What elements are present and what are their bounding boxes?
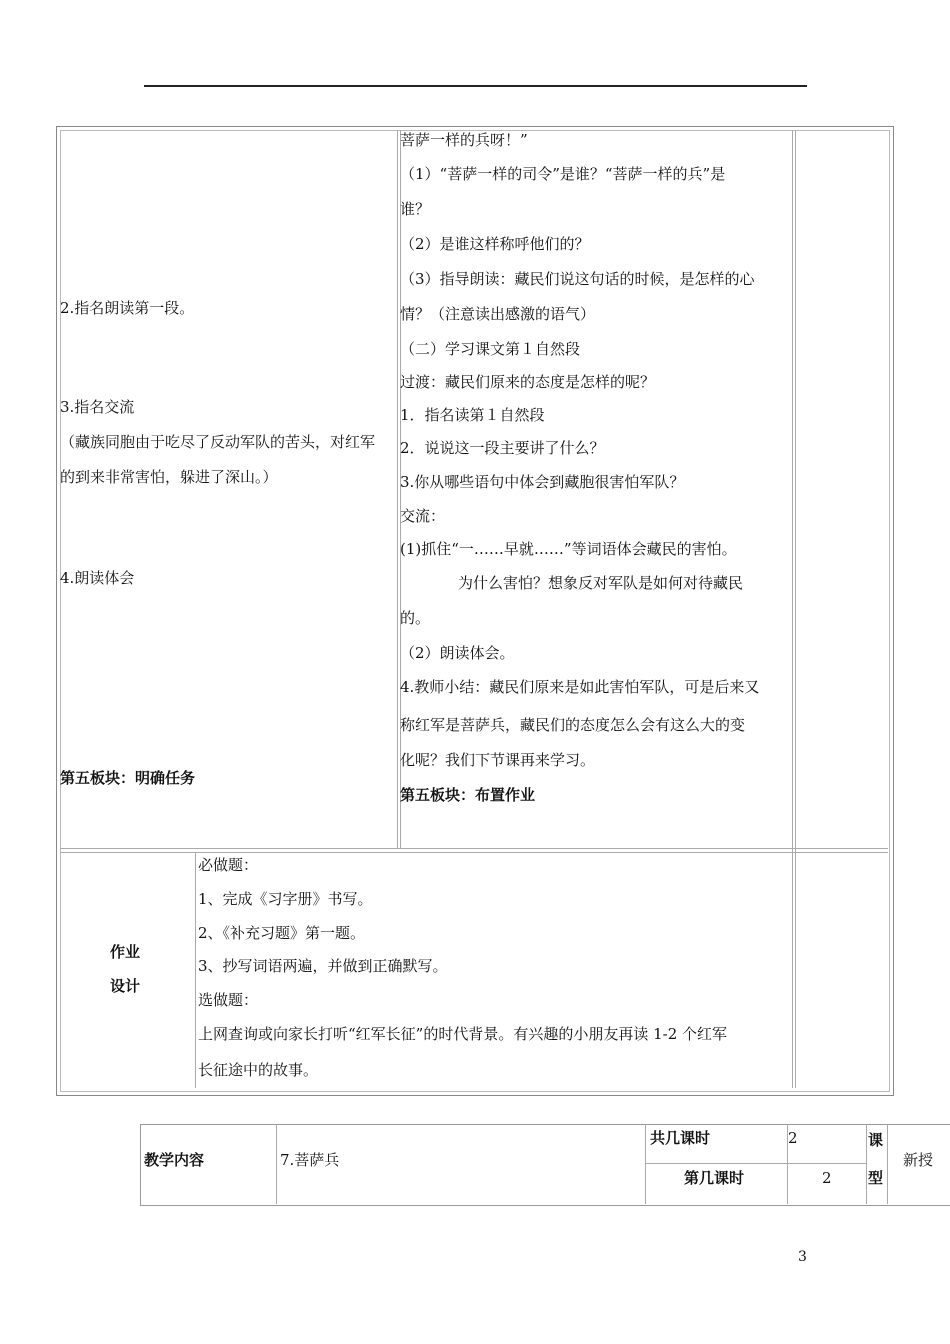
right-line: 4.教师小结：藏民们原来是如此害怕军队，可是后来又 bbox=[400, 678, 760, 696]
right-line: 3.你从哪些语句中体会到藏胞很害怕军队？ bbox=[400, 473, 685, 491]
info-divider bbox=[645, 1124, 646, 1204]
right-line: 2．说说这一段主要讲了什么？ bbox=[400, 439, 605, 457]
row-divider-2 bbox=[60, 852, 888, 853]
homework-line: 2、《补充习题》第一题。 bbox=[198, 924, 366, 942]
row-divider bbox=[60, 848, 888, 849]
lesson-type-label: 型 bbox=[868, 1169, 884, 1187]
homework-label: 作业 bbox=[110, 943, 141, 961]
homework-line: 上网查询或向家长打听“红军长征”的时代背景。有兴趣的小朋友再读 1-2 个红军 bbox=[198, 1025, 728, 1043]
page-number: 3 bbox=[798, 1249, 807, 1265]
right-line: 的。 bbox=[400, 609, 431, 627]
current-period-label: 第几课时 bbox=[684, 1169, 745, 1187]
right-line: (1)抓住“一……早就……”等词语体会藏民的害怕。 bbox=[400, 540, 737, 558]
homework-line: 必做题： bbox=[198, 856, 259, 874]
lesson-info-table bbox=[140, 1124, 950, 1206]
right-line: 交流： bbox=[400, 507, 446, 525]
right-line: 称红军是菩萨兵，藏民们的态度怎么会有这么大的变 bbox=[400, 716, 746, 734]
header-rule bbox=[144, 85, 807, 87]
right-line: （3）指导朗读：藏民们说这句话的时候，是怎样的心 bbox=[400, 270, 755, 288]
content-label: 教学内容 bbox=[144, 1151, 205, 1169]
right-line: （1）“菩萨一样的司令”是谁？“菩萨一样的兵”是 bbox=[400, 165, 726, 183]
homework-label: 设计 bbox=[110, 977, 141, 995]
column-divider-right-2 bbox=[795, 130, 796, 1088]
left-item-4: 4.朗读体会 bbox=[60, 569, 135, 587]
right-line: 化呢？我们下节课再来学习。 bbox=[400, 751, 596, 769]
right-line: 情？（注意读出感激的语气） bbox=[400, 305, 596, 323]
right-line: 1．指名读第１自然段 bbox=[400, 406, 545, 424]
total-periods-label: 共几课时 bbox=[650, 1129, 711, 1147]
right-line: （2）是谁这样称呼他们的？ bbox=[400, 235, 590, 253]
info-divider bbox=[866, 1124, 867, 1204]
right-line: （二）学习课文第１自然段 bbox=[400, 340, 581, 358]
right-line: 菩萨一样的兵呀！” bbox=[400, 131, 528, 149]
info-divider bbox=[887, 1124, 888, 1204]
column-divider-right bbox=[792, 130, 793, 1088]
homework-line: 3、抄写词语两遍，并做到正确默写。 bbox=[198, 957, 448, 975]
info-divider bbox=[276, 1124, 277, 1204]
right-line: 为什么害怕？想象反对军队是如何对待藏民 bbox=[458, 574, 744, 592]
content-value: 7.菩萨兵 bbox=[280, 1151, 340, 1169]
total-periods-value: 2 bbox=[788, 1129, 798, 1147]
homework-line: 1、完成《习字册》书写。 bbox=[198, 890, 373, 908]
right-line: 过渡：藏民们原来的态度是怎样的呢？ bbox=[400, 373, 656, 391]
left-section-5-heading: 第五板块：明确任务 bbox=[60, 769, 196, 787]
homework-line: 长征途中的故事。 bbox=[198, 1061, 319, 1079]
left-item-2: 2.指名朗读第一段。 bbox=[60, 299, 195, 317]
lesson-type-label: 课 bbox=[868, 1131, 884, 1149]
lesson-type-value: 新授 bbox=[903, 1151, 934, 1169]
right-line: 谁？ bbox=[400, 200, 431, 218]
column-divider-left bbox=[397, 130, 398, 848]
left-item-3-note-2: 的到来非常害怕，躲进了深山。） bbox=[60, 468, 278, 486]
homework-line: 选做题： bbox=[198, 991, 259, 1009]
right-line: （2）朗读体会。 bbox=[400, 644, 515, 662]
left-item-3: 3.指名交流 bbox=[60, 398, 135, 416]
right-section-5-heading: 第五板块：布置作业 bbox=[400, 786, 536, 804]
homework-divider bbox=[195, 852, 196, 1088]
left-item-3-note-1: （藏族同胞由于吃尽了反动军队的苦头，对红军 bbox=[60, 433, 376, 451]
info-row-divider bbox=[645, 1163, 866, 1164]
current-period-value: 2 bbox=[822, 1169, 832, 1187]
